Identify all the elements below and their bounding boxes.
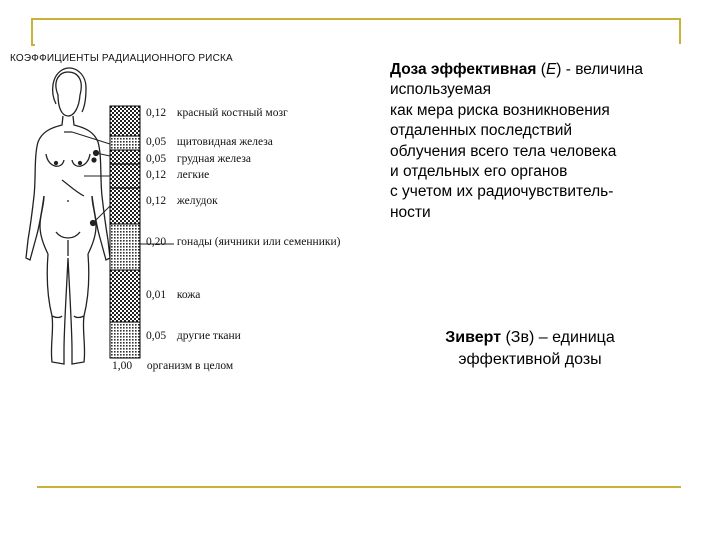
coef-label: организм в целом <box>146 360 234 372</box>
figure-knees <box>52 316 84 318</box>
coef-label: желудок <box>176 195 218 207</box>
coef-label: щитовидная железа <box>176 136 273 148</box>
coef-value: 0,05 <box>146 330 167 342</box>
coef-row-gonads <box>146 236 340 248</box>
definition-first-line <box>390 60 710 80</box>
definition-line: как мера риска возникновения <box>390 101 610 119</box>
definition-line: и отдельных его органов <box>390 163 568 181</box>
coef-value: 0,20 <box>146 236 167 248</box>
coef-row-breast <box>146 153 251 165</box>
definition-line: отдаленных последствий <box>390 122 573 140</box>
human-figure <box>26 68 110 364</box>
coef-row-whole-body <box>112 360 233 372</box>
figure-legs <box>47 254 89 364</box>
unit-second-line: эффективной дозы <box>458 351 602 368</box>
coef-label: грудная железа <box>176 153 252 165</box>
coef-value: 0,05 <box>146 153 167 165</box>
risk-column <box>110 106 140 358</box>
coef-label: красный костный мозг <box>176 107 288 119</box>
coef-value: 0,05 <box>146 136 167 148</box>
definition-line: с учетом их радиочувствитель- <box>390 183 614 201</box>
definition-line: облучения всего тела человека <box>390 142 617 160</box>
coef-row-other-tissues <box>146 330 241 342</box>
definition-line: ности <box>390 203 431 221</box>
coef-label: кожа <box>176 289 201 301</box>
definition-term: Доза эффективная <box>390 61 537 78</box>
coef-row-bone-marrow <box>146 107 288 119</box>
coef-value: 1,00 <box>112 360 133 372</box>
sievert-unit-note <box>400 327 660 371</box>
figure-pelvis <box>56 232 80 256</box>
coef-row-thyroid <box>146 136 273 148</box>
definition-symbol: E <box>545 61 557 78</box>
definition-rest: ) - величина <box>556 61 643 78</box>
coef-label: легкие <box>176 169 210 181</box>
figure-breasts <box>46 154 90 166</box>
definition-line: используемая <box>390 81 491 99</box>
coef-row-lungs <box>146 169 209 181</box>
coef-label: другие ткани <box>176 330 241 342</box>
figure-head <box>56 72 81 116</box>
coef-label: гонады (яичники или семенники) <box>176 236 341 248</box>
organ-marks <box>62 132 99 226</box>
definition-paren: ( <box>536 61 546 78</box>
coef-value: 0,12 <box>146 195 167 207</box>
unit-rest: (Зв) – единица <box>501 329 615 346</box>
coef-value: 0,12 <box>146 107 167 119</box>
unit-term: Зиверт <box>445 329 502 346</box>
figure-title: КОЭФФИЦИЕНТЫ РАДИАЦИОННОГО РИСКА <box>10 53 233 64</box>
coef-row-skin <box>146 289 200 301</box>
coef-value: 0,12 <box>146 169 167 181</box>
unit-first-line <box>400 327 660 349</box>
coef-row-stomach <box>146 195 218 207</box>
coef-value: 0,01 <box>146 289 167 301</box>
effective-dose-definition <box>390 60 710 223</box>
